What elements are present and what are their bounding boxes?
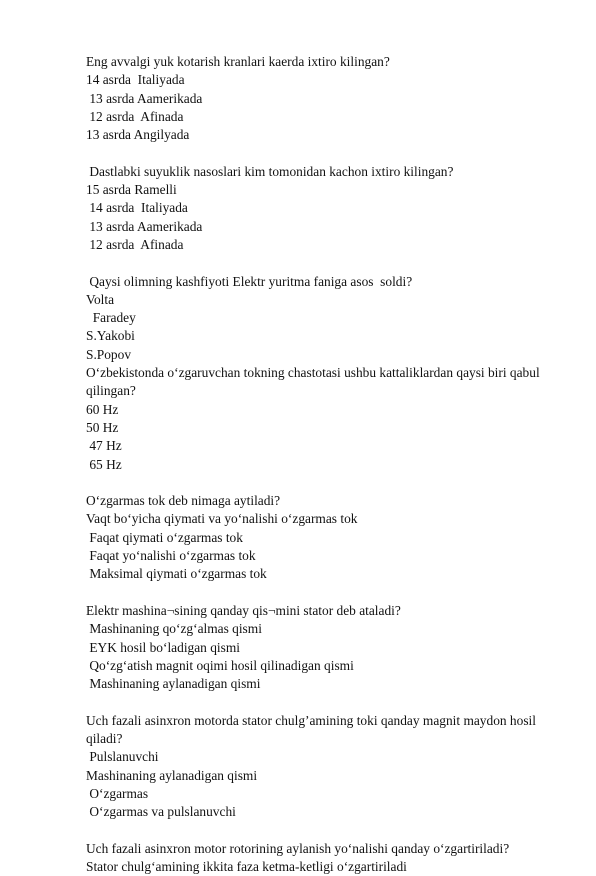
answer-option: Faqat qiymati o‘zgarmas tok: [86, 529, 243, 545]
answer-option: Mashinaning aylanadigan qismi: [86, 767, 258, 783]
answer-option: O‘zgarmas: [86, 785, 149, 801]
answer-option: Mashinaning aylanadigan qismi: [86, 676, 261, 692]
answer-option: Vaqt bo‘yicha qiymati va yo‘nalishi o‘zgarmas tok: [86, 511, 358, 527]
answer-option: 12 asrda Afinada: [86, 108, 184, 124]
answer-option: Mashinaning qo‘zg‘almas qismi: [86, 621, 262, 637]
question-text: Uch fazali asinxron motorda stator chulg’amining toki qanday magnit maydon hosil qiladi?: [86, 712, 540, 746]
question-block: [86, 712, 556, 822]
question-text: Eng avvalgi yuk kotarish kranlari kaerda ixtiro kilingan?: [86, 54, 390, 69]
question-text: O‘zgarmas tok deb nimaga aytiladi?: [86, 493, 281, 509]
question-block: [86, 53, 556, 144]
answer-option: Faradey: [86, 310, 136, 326]
answer-option: 14 asrda Italiyada: [86, 72, 185, 88]
question-block: [86, 364, 556, 474]
blank-line: [86, 821, 556, 839]
question-text: Uch fazali asinxron motor rotorining aylanish yo‘nalishi qanday o‘zgartiriladi?: [86, 840, 510, 856]
answer-option: Stator chulg‘amining ikkita faza ketma-ketligi o‘zgartiriladi: [86, 859, 407, 875]
answer-option: 65 Hz: [86, 456, 122, 472]
question-text: O‘zbekistonda o‘zgaruvchan tokning chastotasi ushbu kattaliklardan qaysi biri qabul qilingan?: [86, 365, 544, 399]
question-text: Dastlabki suyuklik nasoslari kim tomonidan kachon ixtiro kilingan?: [86, 163, 454, 179]
blank-line: [86, 584, 556, 602]
answer-option: Pulslanuvchi: [86, 749, 159, 765]
answer-option: S.Yakobi: [86, 328, 135, 344]
blank-line: [86, 144, 556, 162]
blank-line: [86, 254, 556, 272]
question-block: [86, 163, 556, 254]
answer-option: Maksimal qiymati o‘zgarmas tok: [86, 566, 267, 582]
answer-option: Qo‘zg‘atish magnit oqimi hosil qilinadigan qismi: [86, 657, 354, 673]
question-block: [86, 273, 556, 364]
answer-option: 47 Hz: [86, 438, 122, 454]
answer-option: S.Popov: [86, 346, 132, 362]
answer-option: 13 asrda Aamerikada: [86, 90, 203, 106]
question-block: [86, 602, 556, 693]
answer-option: 50 Hz: [86, 419, 119, 435]
question-text: Qaysi olimning kashfiyoti Elektr yuritma faniga asos soldi?: [86, 273, 413, 289]
question-block: [86, 840, 556, 876]
blank-line: [86, 474, 556, 492]
answer-option: Volta: [86, 291, 115, 307]
answer-option: 13 asrda Aamerikada: [86, 218, 203, 234]
document-body: [86, 53, 556, 876]
answer-option: 60 Hz: [86, 401, 119, 417]
answer-option: Faqat yo‘nalishi o‘zgarmas tok: [86, 548, 256, 564]
blank-line: [86, 693, 556, 711]
answer-option: 14 asrda Italiyada: [86, 200, 188, 216]
answer-option: 13 asrda Angilyada: [86, 127, 190, 143]
answer-option: 15 asrda Ramelli: [86, 182, 177, 198]
answer-option: 12 asrda Afinada: [86, 236, 184, 252]
answer-option: O‘zgarmas va pulslanuvchi: [86, 804, 236, 820]
answer-option: EYK hosil bo‘ladigan qismi: [86, 639, 240, 655]
question-text: Elektr mashina¬sining qanday qis¬mini stator deb ataladi?: [86, 602, 401, 618]
question-block: [86, 492, 556, 583]
